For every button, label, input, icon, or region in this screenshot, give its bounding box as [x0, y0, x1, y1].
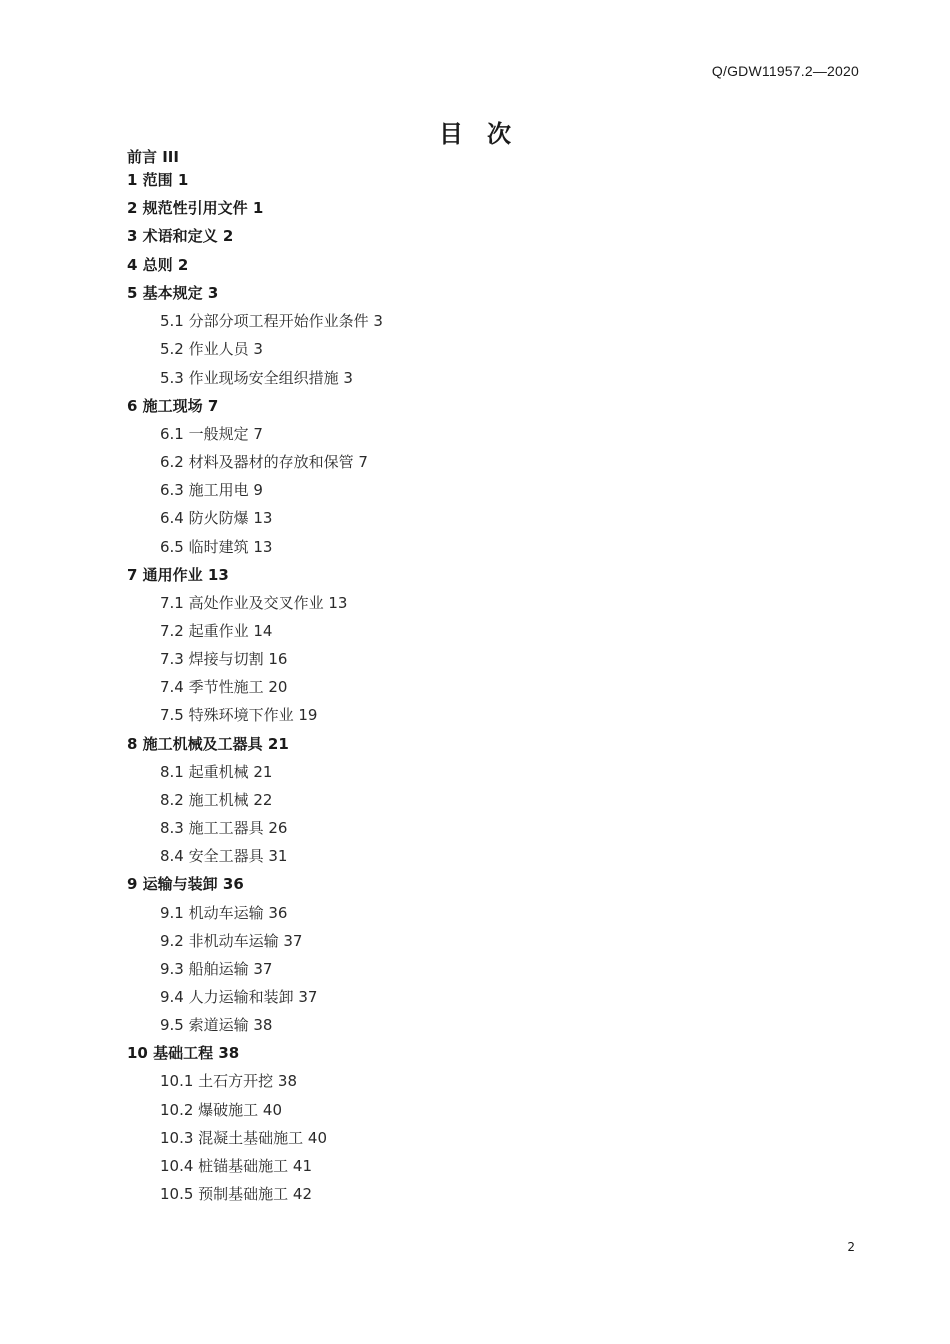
toc-entry[interactable]: 6.2 材料及器材的存放和保管 7 — [160, 453, 368, 471]
toc-entry[interactable]: 7.4 季节性施工 20 — [160, 678, 288, 696]
toc-entry[interactable]: 9.3 船舶运输 37 — [160, 960, 273, 978]
toc-entry[interactable]: 8.2 施工机械 22 — [160, 791, 273, 809]
toc-entry[interactable]: 9.1 机动车运输 36 — [160, 904, 288, 922]
toc-title: 目次 — [439, 120, 535, 148]
document-code: Q/GDW11957.2—2020 — [711, 63, 859, 79]
toc-entry[interactable]: 2 规范性引用文件 1 — [127, 199, 264, 217]
toc-entry[interactable]: 8.3 施工工器具 26 — [160, 819, 288, 837]
toc-entry[interactable]: 5.1 分部分项工程开始作业条件 3 — [160, 312, 383, 330]
toc-entry[interactable]: 10 基础工程 38 — [127, 1044, 240, 1062]
toc-entry[interactable]: 1 范围 1 — [127, 171, 189, 189]
toc-entry[interactable]: 5 基本规定 3 — [127, 284, 219, 302]
toc-entry[interactable]: 4 总则 2 — [127, 256, 189, 274]
toc-entry[interactable]: 8 施工机械及工器具 21 — [127, 735, 289, 753]
toc-entry[interactable]: 5.3 作业现场安全组织措施 3 — [160, 369, 353, 387]
toc-entry[interactable]: 3 术语和定义 2 — [127, 227, 234, 245]
toc-entry[interactable]: 7.2 起重作业 14 — [160, 622, 273, 640]
toc-entry[interactable]: 6.1 一般规定 7 — [160, 425, 263, 443]
toc-entry[interactable]: 9.4 人力运输和装卸 37 — [160, 988, 318, 1006]
toc-entry[interactable]: 6.4 防火防爆 13 — [160, 509, 273, 527]
toc-entry[interactable]: 7.1 高处作业及交叉作业 13 — [160, 594, 348, 612]
toc-entry[interactable]: 前言 III — [127, 148, 179, 166]
toc-entry[interactable]: 10.2 爆破施工 40 — [160, 1101, 283, 1119]
toc-entry[interactable]: 10.1 土石方开挖 38 — [160, 1072, 298, 1090]
toc-entry[interactable]: 8.4 安全工器具 31 — [160, 847, 288, 865]
toc-entry[interactable]: 8.1 起重机械 21 — [160, 763, 273, 781]
toc-entry[interactable]: 9.5 索道运输 38 — [160, 1016, 273, 1034]
toc-entry[interactable]: 6.5 临时建筑 13 — [160, 538, 273, 556]
toc-entry[interactable]: 9.2 非机动车运输 37 — [160, 932, 303, 950]
toc-entry[interactable]: 10.3 混凝土基础施工 40 — [160, 1129, 328, 1147]
toc-entry[interactable]: 10.4 桩锚基础施工 41 — [160, 1157, 313, 1175]
toc-entry[interactable]: 5.2 作业人员 3 — [160, 340, 263, 358]
toc-entry[interactable]: 7.3 焊接与切割 16 — [160, 650, 288, 668]
page-number: 2 — [847, 1240, 855, 1254]
toc-entry[interactable]: 6 施工现场 7 — [127, 397, 219, 415]
toc-entry[interactable]: 9 运输与装卸 36 — [127, 875, 244, 893]
toc-entry[interactable]: 7.5 特殊环境下作业 19 — [160, 706, 318, 724]
toc-entry[interactable]: 6.3 施工用电 9 — [160, 481, 263, 499]
toc-entry[interactable]: 7 通用作业 13 — [127, 566, 229, 584]
toc-entry[interactable]: 10.5 预制基础施工 42 — [160, 1185, 313, 1203]
